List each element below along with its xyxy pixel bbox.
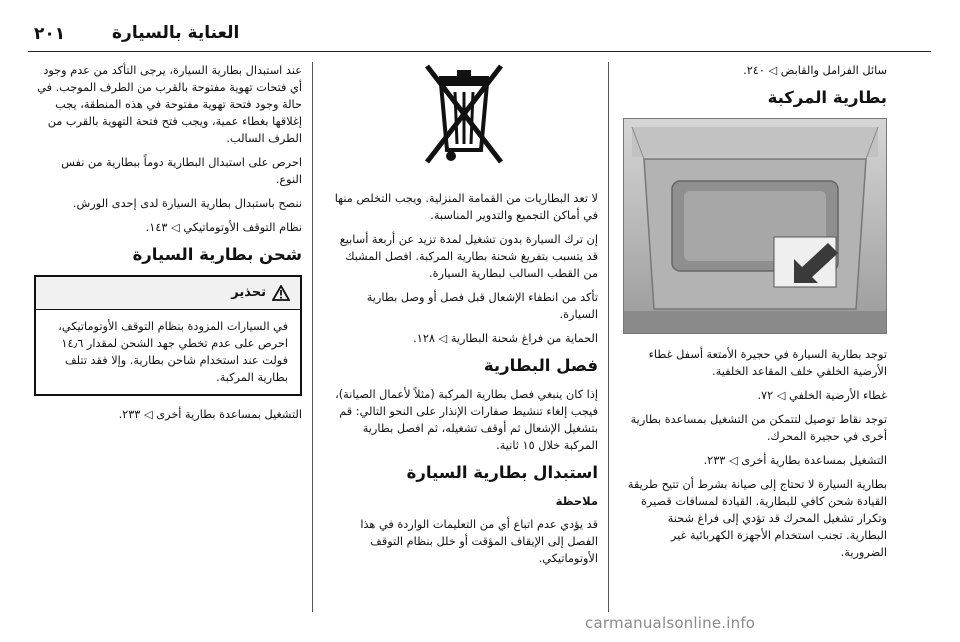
jump-points-text: توجد نقاط توصيل لتتمكن من التشغيل بمساعدة بطارية أخرى في حجيرة المحرك. (630, 413, 887, 443)
warning-triangle-icon (272, 285, 290, 301)
disposal-text: لا تعد البطاريات من القمامة المنزلية. ويجب التخلص منها في أماكن التجميع والتدوير المناسبة. (334, 192, 598, 222)
column-divider-right (608, 62, 609, 612)
column-divider-left (312, 62, 313, 612)
maintenance-free-text: بطارية السيارة لا تحتاج إلى صيانة بشرط أن تتيح طريقة القيادة شحن كافي للبطارية. القيادة لمسافات قصيرة وتكرار تشغيل المحرك قد تؤدي إلى فراغ شحنة البطارية. تجنب استخدام الأجهزة الكهربائية غير الضرورية. (627, 478, 887, 559)
section-heading-charging: شحن بطارية السيارة (132, 245, 302, 264)
warning-box (34, 275, 302, 396)
page-number: ٢٠١ (34, 24, 66, 44)
right-column (625, 62, 887, 568)
same-type-text: احرص على استبدال البطارية دوماً ببطارية من نفس النوع. (61, 156, 302, 186)
warning-text: في السيارات المزودة بنظام التوقف الأوتوماتيكي، احرص على عدم تخطي جهد الشحن لمقدار ١٤٫٦ فولت عند استخدام شاحن بطارية. وإلا فقد تتلف بطارية المركبة. (58, 320, 288, 384)
workshop-text: ننصح باستبدال بطارية السيارة لدى إحدى الورش. (72, 197, 302, 210)
crossed-bin-icon (421, 62, 507, 180)
note-text: قد يؤدي عدم اتباع أي من التعليمات الواردة في هذا الفصل إلى الإيقاف المؤقت أو خلل بنظام التوقف الأوتوماتيكي. (360, 518, 598, 565)
disconnect-text: إذا كان ينبغي فصل بطارية المركبة (مثلاً لأعمال الصيانة)، فيجب إلغاء تنشيط صفارات الإنذار على النحو التالي: قم بتشغيل الإشعال ثم أوقف تشغيله، ثم افصل بطارية المركبة خلال ١٥ ثانية. (335, 388, 598, 452)
warning-header (36, 277, 300, 310)
section-heading-replace: استبدال بطارية السيارة (406, 463, 598, 482)
chapter-title: العناية بالسيارة (112, 23, 240, 43)
discharge-protection-ref: الحماية من فراغ شحنة البطارية ◁ ١٢٨. (413, 332, 598, 345)
vent-text: عند استبدال بطارية السيارة، يرجى التأكد من عدم وجود أي فتحات تهوية مفتوحة بالقرب من الطرف الموجب. في حالة وجود فتحة تهوية مفتوحة في هذه المنطقة، يجب إغلاقها بغطاء عمية، ويجب فتح فتحة التهوية بالقرب من الطرف السالب. (37, 64, 302, 145)
warning-title: تحذير (231, 285, 266, 300)
header-rule (28, 51, 931, 52)
brake-fluid-ref: سائل الفرامل والقابض ◁ ٢٤٠. (743, 64, 887, 77)
note-title: ملاحظة (555, 494, 598, 508)
section-heading-disconnect: فصل البطارية (483, 356, 598, 375)
left-column (34, 62, 302, 430)
ignition-off-text: تأكد من انطفاء الإشعال قبل فصل أو وصل بطارية السيارة. (366, 291, 598, 321)
stop-start-ref: نظام التوقف الأوتوماتيكي ◁ ١٤٣. (145, 221, 302, 234)
battery-location-photo (623, 118, 887, 334)
storage-text: إن ترك السيارة بدون تشغيل لمدة تزيد عن أربعة أسابيع قد يتسبب بتفريغ شحنة بطارية المركبة. افصل المشبك من القطب السالب لبطارية السيارة. (339, 233, 598, 280)
page-header (0, 0, 960, 50)
battery-location-text: توجد بطارية السيارة في حجيرة الأمتعة أسفل غطاء الأرضية الخلفي خلف المقاعد الخلفية. (648, 348, 887, 378)
section-heading-battery: بطارية المركبة (767, 88, 887, 107)
middle-column (330, 62, 598, 574)
rear-floor-cover-ref: غطاء الأرضية الخلفي ◁ ٧٢. (757, 389, 887, 402)
jump-start-ref: التشغيل بمساعدة بطارية أخرى ◁ ٢٣٣. (703, 454, 887, 467)
jump-start-ref-left: التشغيل بمساعدة بطارية أخرى ◁ ٢٣٣. (118, 408, 302, 421)
watermark: carmanualsonline.info (585, 614, 756, 632)
